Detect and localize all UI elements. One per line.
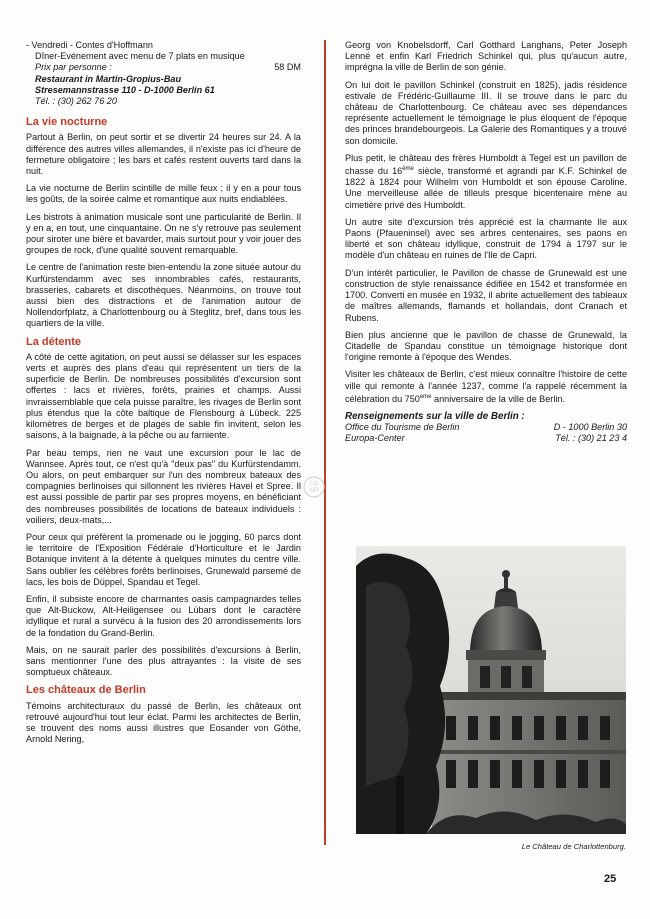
paragraph: Par beau temps, rien ne vaut une excursion pour le lac de Wannsee. Après tout, ce n'est qu'à "deux pas" du Kurfürstendamm. Ou alors, on peut embarquer sur l'un des nombreux bateaux des compagnies berlinoises qui sillonnent les rivières Havel et Spree. Il est aussi possible de partir par ses propres moyens, en bénéficiant des nombreuses possibilités de locations de bateaux individuels : voiliers, deux-mats,... xyxy=(26,447,301,525)
paragraph: Mais, on ne saurait parler des possibilités d'excursions à Berlin, sans mentionner l'une des plus attrayantes : la visite de ses somptueux châteaux. xyxy=(26,644,301,678)
text-run: siècle, transformé et agrandi par K.F. Schinkel de 1822 à 1824 pour Wilhelm von Humboldt et son épouse Caroline. Une merveilleuse allée de tilleuls presque bicentenaire mène au cimetière privé des Humboldt. xyxy=(345,166,627,210)
event-listing xyxy=(26,40,301,107)
heading-detente: La détente xyxy=(26,335,82,348)
event-address: Stresemannstrasse 110 - D-1000 Berlin 61 xyxy=(35,84,215,95)
paragraph: Un autre site d'excursion très apprécié est la charmante Ile aux Paons (Pfaueninsel) avec ses arbres centenaires, ses paons en liberté et son château idyllique, construit de 1794 à 1797 sur le modèle d'un château en ruines de l'Ile de Capri. xyxy=(345,216,627,261)
paragraph: On lui doit le pavillon Schinkel (construit en 1825), jadis résidence estivale de Frédéric-Guillaume III. Il se trouve dans le parc du château de Charlottenbourg. Ce château avec ses dépendances représente actuellement le témoignage le plus éloquent de l'époque des princes brandebourgeois. La Galerie des Romantiques y a trouvé son domicile. xyxy=(345,79,627,146)
paragraph: Pour ceux qui préfèrent la promenade ou le jogging, 60 parcs dont le territoire de l'Exposition Fédérale d'Horticulture et le Jardin Botanique invitent à la détente à quelques minutes du centre ville. Sans oublier les célèbres forêts berlinoises, Grunewald parsemé de lacs, les bois de Düppel, Spandau et Tegel. xyxy=(26,531,301,587)
left-column xyxy=(26,40,301,751)
event-price-row xyxy=(26,62,301,73)
paragraph: Témoins architecturaux du passé de Berlin, les châteaux ont retrouvé aujourd'hui tout leur éclat. Parmi les architectes de Berlin, se trouvent des noms aussi illustres que Eosander von Göthe, Arnold Nering, xyxy=(26,700,301,745)
svg-text:UP: UP xyxy=(309,488,319,494)
text-run: anniversaire de la ville de Berlin. xyxy=(431,393,565,404)
info-office: Office du Tourisme de Berlin xyxy=(345,422,460,433)
svg-text:LG: LG xyxy=(309,481,319,487)
info-postal: D - 1000 Berlin 30 xyxy=(553,422,627,433)
info-phone: Tél. : (30) 21 23 4 xyxy=(555,433,627,444)
paragraph: Les bistrots à animation musicale sont une particularité de Berlin. Il y en a, en tout, une cinquantaine. On ne s'y retrouve pas seulement pour siroter une bière et bavarder, mais surtout pour y voir jouer des groupes de rock, d'une qualité souvent remarquable. xyxy=(26,211,301,256)
paragraph: Georg von Knobelsdorff, Carl Gotthard Langhans, Peter Joseph Lenné et enfin Karl Friedrich Schinkel qui, plus qu'aucun autre, imprégna la ville de Berlin de son génie. xyxy=(345,40,627,73)
event-price-label: Prix par personne : xyxy=(35,62,112,73)
page-number: 25 xyxy=(604,873,617,885)
text-run: Plus petit, le château des frères Humboldt à Tegel est un pavillon de chasse du 16 xyxy=(345,152,627,177)
event-phone: Tél. : (30) 262 76 20 xyxy=(35,96,117,107)
paragraph: Partout à Berlin, on peut sortir et se divertir 24 heures sur 24. A la différence des autres villes allemandes, il n'existe pas ici d'heure de fermeture obligatoire ; les bars et cafés restent ouverts tard dans la nuit. xyxy=(26,132,301,177)
heading-vie-nocturne: La vie nocturne xyxy=(26,116,108,129)
info-row xyxy=(345,433,627,444)
paragraph: La vie nocturne de Berlin scintille de mille feux ; il y en a pour tous les goûts, de la soirée calme et romantique aux nuits endiablées. xyxy=(26,183,301,205)
paragraph xyxy=(345,369,627,405)
column-divider-rule xyxy=(324,40,326,845)
paragraph: D'un intérêt particulier, le Pavillon de chasse de Grunewald est une construction de style renaissance édifiée en 1542 et transformée en 1700. Converti en musée en 1932, il abrite actuellement des tableaux de maîtres allemands, flamands et hollandais, dont Cranach et Rubens. xyxy=(345,267,627,323)
event-description: Dîner-Evénement avec menu de 7 plats en musique xyxy=(35,51,245,62)
info-center: Europa-Center xyxy=(345,433,405,444)
paragraph: Bien plus ancienne que le pavillon de chasse de Grunewald, la Citadelle de Spandau constitue un témoignage historique dont l'origine remonte à l'époque des Wendes. xyxy=(345,329,627,363)
event-title: - Vendredi - Contes d'Hoffmann xyxy=(26,40,153,50)
charlottenburg-photo xyxy=(356,546,626,834)
event-price-value: 58 DM xyxy=(274,62,301,73)
info-box xyxy=(345,411,627,445)
paragraph: A côté de cette agitation, on peut aussi se délasser sur les espaces verts et auprès des plans d'eau qui représentent un tiers de la superficie de Berlin. De nombreuses possibilités d'excursion sont offertes : lacs et rivières, forêts, prairies et champs. Aussi invraissemblable que cela puisse paraître, les rivages de Berlin sont plus étendus que la côte baltique de Flensbourg à Lübeck. 225 kilomètres de berges et de plages de sable fin invitent, selon les saisons, à la baignade, à la pêche ou au farniente. xyxy=(26,351,301,441)
superscript: eme xyxy=(419,393,432,400)
text-run: Visiter les châteaux de Berlin, c'est mieux connaître l'histoire de cette ville qui remonte à l'année 1237, comme l'a rappelé récemment la célébration du 750 xyxy=(345,369,627,404)
superscript: ème xyxy=(402,166,414,173)
library-stamp-logo xyxy=(303,474,333,500)
info-row xyxy=(345,422,627,433)
event-restaurant: Restaurant in Martin-Gropius-Bau xyxy=(35,73,182,84)
photo-caption: Le Château de Charlottenburg. xyxy=(521,842,626,851)
info-title: Renseignements sur la ville de Berlin : xyxy=(345,410,525,422)
paragraph: Le centre de l'animation reste bien-entendu la zone située autour du Kurfürstendamm avec ses innombrables cafés, restaurants, brasseries, cabarets et discothèques. Néanmoins, on trouve tout aussi bien des distractions et de l'animation autour de Nollendorfplatz, à Charlottenbourg ou à Steglitz, bref, dans tous les quartiers de la ville. xyxy=(26,262,301,329)
right-column xyxy=(345,40,627,445)
paragraph: Enfin, il subsiste encore de charmantes oasis campagnardes telles que Alt-Buckow, Alt-Heiligensee ou Lübars dont le caractère idyllique et rural a survécu à la fusion des 20 arrondissements lors de la fondation du Grand-Berlin. xyxy=(26,593,301,638)
heading-chateaux: Les châteaux de Berlin xyxy=(26,684,146,697)
paragraph xyxy=(345,153,627,211)
